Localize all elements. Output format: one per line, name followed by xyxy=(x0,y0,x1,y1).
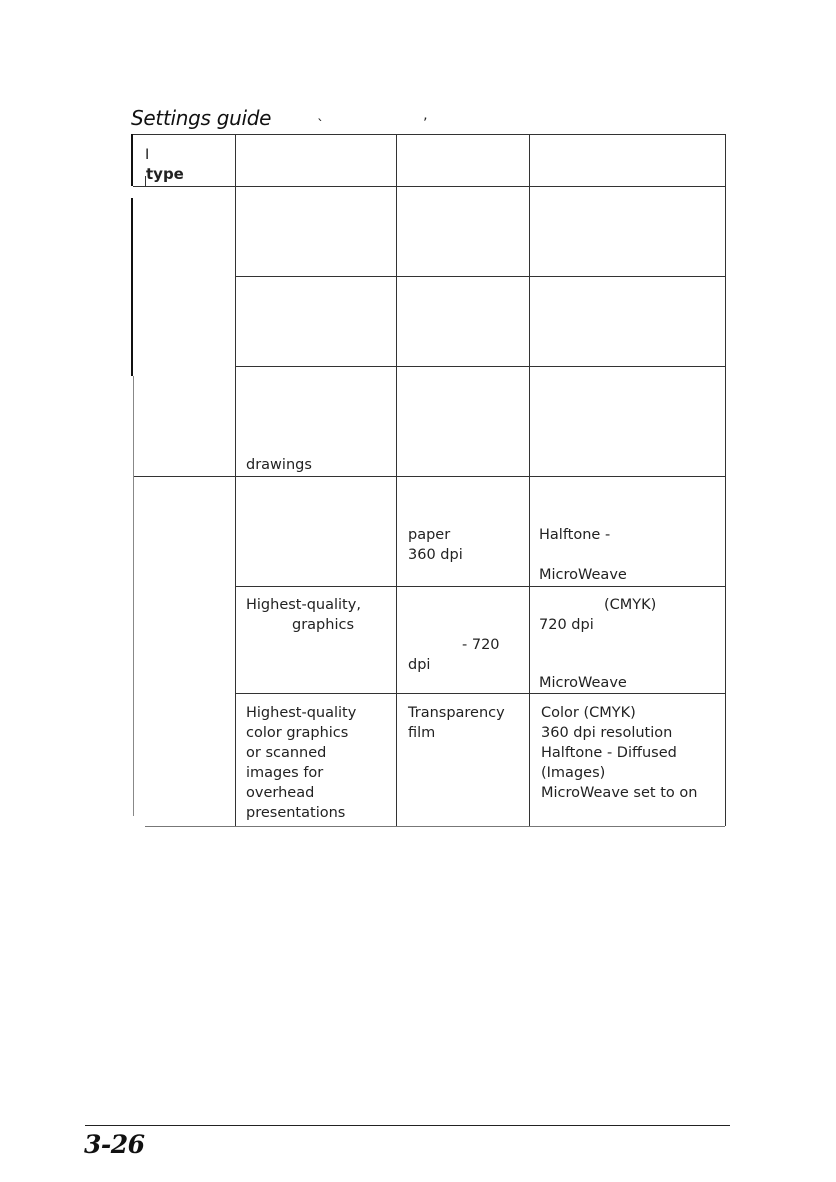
cell-text: Highest-quality xyxy=(246,705,357,721)
cell-text: MicroWeave xyxy=(539,567,627,583)
table-rule xyxy=(145,826,725,827)
cell-text: (Images) xyxy=(541,765,606,781)
table-rule xyxy=(133,376,134,816)
table-rule xyxy=(131,134,133,186)
page-number: 3-26 xyxy=(84,1130,145,1159)
cell-text: (CMYK) xyxy=(604,597,657,613)
table-rule xyxy=(133,186,725,187)
table-rule xyxy=(133,134,725,135)
table-rule xyxy=(725,134,726,826)
table-rule xyxy=(529,134,530,826)
cell-text: Highest-quality, xyxy=(246,597,361,613)
footer-rule xyxy=(85,1125,730,1126)
table-rule xyxy=(235,586,725,587)
cell-text: 360 dpi resolution xyxy=(541,725,673,741)
cell-text: or scanned xyxy=(246,745,327,761)
table-rule xyxy=(131,198,133,376)
cell-text: MicroWeave xyxy=(539,675,627,691)
cell-text: Halftone - Diffused xyxy=(541,745,677,761)
cell-text: images for xyxy=(246,765,324,781)
cell-text: drawings xyxy=(246,457,312,473)
table-rule xyxy=(235,276,725,277)
stray-mark: ’ xyxy=(423,116,428,132)
table-rule xyxy=(235,693,725,694)
cell-text: graphics xyxy=(292,617,355,633)
cell-text: Color (CMYK) xyxy=(541,705,636,721)
cell-text: Halftone - xyxy=(539,527,611,543)
cell-text: Transparency xyxy=(408,705,505,721)
cell-text: dpi xyxy=(408,657,431,673)
cell-text: 360 dpi xyxy=(408,547,463,563)
column-header-type: type xyxy=(146,165,184,183)
cell-text: - 720 xyxy=(462,637,500,653)
table-rule xyxy=(396,134,397,826)
table-rule xyxy=(235,366,725,367)
table-rule xyxy=(235,134,236,826)
cell-text: overhead xyxy=(246,785,315,801)
stray-mark: ` xyxy=(317,118,324,134)
header-fragment: I xyxy=(145,147,150,163)
cell-text: 720 dpi xyxy=(539,617,594,633)
table-rule xyxy=(133,476,725,477)
cell-text: presentations xyxy=(246,805,346,821)
page-title: Settings guide xyxy=(131,106,272,130)
cell-text: paper xyxy=(408,527,451,543)
cell-text: MicroWeave set to on xyxy=(541,785,698,801)
cell-text: film xyxy=(408,725,436,741)
cell-text: color graphics xyxy=(246,725,349,741)
